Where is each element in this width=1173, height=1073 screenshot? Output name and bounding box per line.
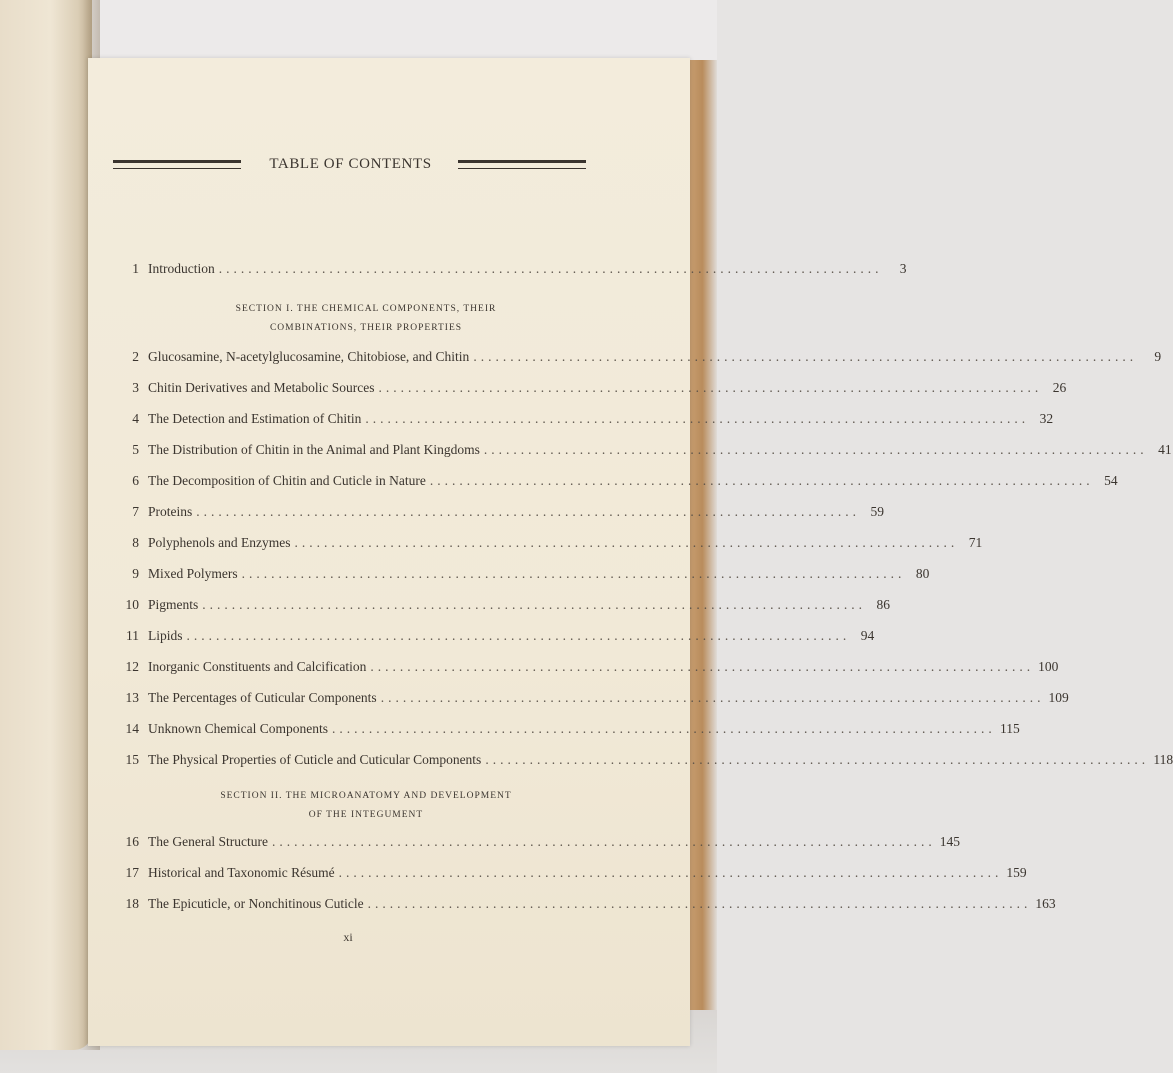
- chapter-title: The General Structure: [148, 834, 268, 849]
- page-number: 41: [1158, 442, 1172, 457]
- section-heading-line: SECTION I. THE CHEMICAL COMPONENTS, THEIR: [235, 304, 497, 314]
- chapter-title: The Percentages of Cuticular Components: [148, 690, 377, 705]
- chapter-number: 11: [126, 628, 139, 643]
- dot-leader: ..........................................................................................: [196, 504, 861, 519]
- page-number: 94: [860, 628, 875, 643]
- toc-entry: [103, 261, 907, 283]
- toc-entry: [103, 659, 1059, 681]
- toc-entry: [103, 834, 960, 856]
- chapter-title: The Detection and Estimation of Chitin: [148, 411, 362, 426]
- page-number: 80: [915, 566, 930, 581]
- chapter-title: Unknown Chemical Components: [148, 721, 328, 736]
- section-heading: [143, 787, 589, 825]
- chapter-number: 17: [125, 865, 139, 880]
- chapter-number: 15: [125, 752, 139, 767]
- toc-entry: [103, 411, 1054, 433]
- dot-leader: ..........................................................................................: [429, 473, 1094, 488]
- toc-entry: [103, 597, 891, 619]
- page-number: 59: [870, 504, 885, 519]
- chapter-title: Chitin Derivatives and Metabolic Sources: [148, 380, 375, 395]
- chapter-title: Mixed Polymers: [148, 566, 238, 581]
- toc-entry: [103, 752, 1173, 774]
- chapter-title: Pigments: [148, 597, 199, 612]
- toc-entry: [103, 628, 875, 650]
- toc-entry: [103, 473, 1118, 495]
- page-number: 71: [968, 535, 983, 550]
- chapter-number: 13: [125, 690, 139, 705]
- chapter-title: Inorganic Constituents and Calcification: [148, 659, 367, 674]
- chapter-title: Polyphenols and Enzymes: [148, 535, 291, 550]
- page-number: 118: [1153, 752, 1173, 767]
- chapter-title: Glucosamine, N-acetylglucosamine, Chitobiose, and Chitin: [148, 349, 470, 364]
- heading-rule-left: [113, 160, 241, 169]
- toc-entry: [103, 690, 1069, 712]
- toc-entry: [103, 865, 1027, 887]
- chapter-number: 7: [132, 504, 139, 519]
- page-number: 54: [1104, 473, 1118, 488]
- page-number: 145: [939, 834, 960, 849]
- page-number: 32: [1039, 411, 1054, 426]
- dot-leader: ..........................................................................................: [370, 659, 1035, 674]
- dot-leader: ..........................................................................................: [202, 597, 867, 612]
- page-number: 163: [1035, 896, 1056, 911]
- page-number: 159: [1006, 865, 1027, 880]
- toc-entry: [103, 535, 983, 557]
- section-heading-line: COMBINATIONS, THEIR PROPERTIES: [269, 323, 463, 333]
- page-number: 115: [999, 721, 1020, 736]
- chapter-number: 4: [132, 411, 139, 426]
- dot-leader: ..........................................................................................: [473, 349, 1138, 364]
- dot-leader: ..........................................................................................: [367, 896, 1032, 911]
- book-page: [88, 58, 1173, 1046]
- page-folio: xi: [343, 930, 353, 944]
- chapter-title: The Decomposition of Chitin and Cuticle in Nature: [148, 473, 426, 488]
- section-heading-line: SECTION II. THE MICROANATOMY AND DEVELOPMENT: [220, 791, 512, 801]
- chapter-number: 10: [125, 597, 139, 612]
- dot-leader: ..........................................................................................: [241, 566, 906, 581]
- chapter-number: 16: [125, 834, 139, 849]
- dot-leader: ..........................................................................................: [485, 752, 1150, 767]
- chapter-title: Proteins: [148, 504, 193, 519]
- toc-entry: [103, 566, 930, 588]
- dot-leader: ..........................................................................................: [271, 834, 936, 849]
- chapter-number: 1: [132, 261, 139, 276]
- dot-leader: ..........................................................................................: [186, 628, 851, 643]
- dot-leader: ..........................................................................................: [378, 380, 1043, 395]
- toc-entry: [103, 896, 1056, 918]
- chapter-title: Introduction: [148, 261, 215, 276]
- dot-leader: ..........................................................................................: [380, 690, 1045, 705]
- chapter-number: 6: [132, 473, 139, 488]
- dot-leader: ..........................................................................................: [218, 261, 883, 276]
- heading-rule-right: [458, 160, 586, 169]
- chapter-title: Lipids: [148, 628, 183, 643]
- page-title: TABLE OF CONTENTS: [269, 156, 432, 172]
- section-heading: [143, 300, 589, 338]
- chapter-number: 2: [132, 349, 139, 364]
- chapter-title: Historical and Taxonomic Résumé: [148, 865, 335, 880]
- chapter-number: 18: [125, 896, 139, 911]
- page-number: 9: [1154, 349, 1162, 364]
- toc-entry: [103, 349, 1162, 371]
- chapter-number: 9: [132, 566, 139, 581]
- chapter-number: 8: [132, 535, 139, 550]
- dot-leader: ..........................................................................................: [365, 411, 1030, 426]
- chapter-title: The Physical Properties of Cuticle and Cuticular Components: [148, 752, 482, 767]
- page-number: 3: [899, 261, 907, 276]
- page-number: 26: [1052, 380, 1067, 395]
- toc-entry: [103, 442, 1172, 464]
- chapter-number: 12: [125, 659, 139, 674]
- page-number: 109: [1048, 690, 1069, 705]
- dot-leader: ..........................................................................................: [483, 442, 1148, 457]
- page-number: 86: [876, 597, 891, 612]
- toc-entry: [103, 721, 1020, 743]
- toc-entry: [103, 380, 1067, 402]
- chapter-number: 5: [132, 442, 139, 457]
- page-number: 100: [1038, 659, 1059, 674]
- chapter-title: The Epicuticle, or Nonchitinous Cuticle: [148, 896, 364, 911]
- dot-leader: ..........................................................................................: [294, 535, 959, 550]
- dot-leader: ..........................................................................................: [338, 865, 1003, 880]
- dot-leader: ..........................................................................................: [331, 721, 996, 736]
- chapter-title: The Distribution of Chitin in the Animal and Plant Kingdoms: [148, 442, 480, 457]
- toc-entry: [103, 504, 885, 526]
- section-heading-line: OF THE INTEGUMENT: [308, 810, 424, 820]
- chapter-number: 3: [132, 380, 139, 395]
- chapter-number: 14: [125, 721, 139, 736]
